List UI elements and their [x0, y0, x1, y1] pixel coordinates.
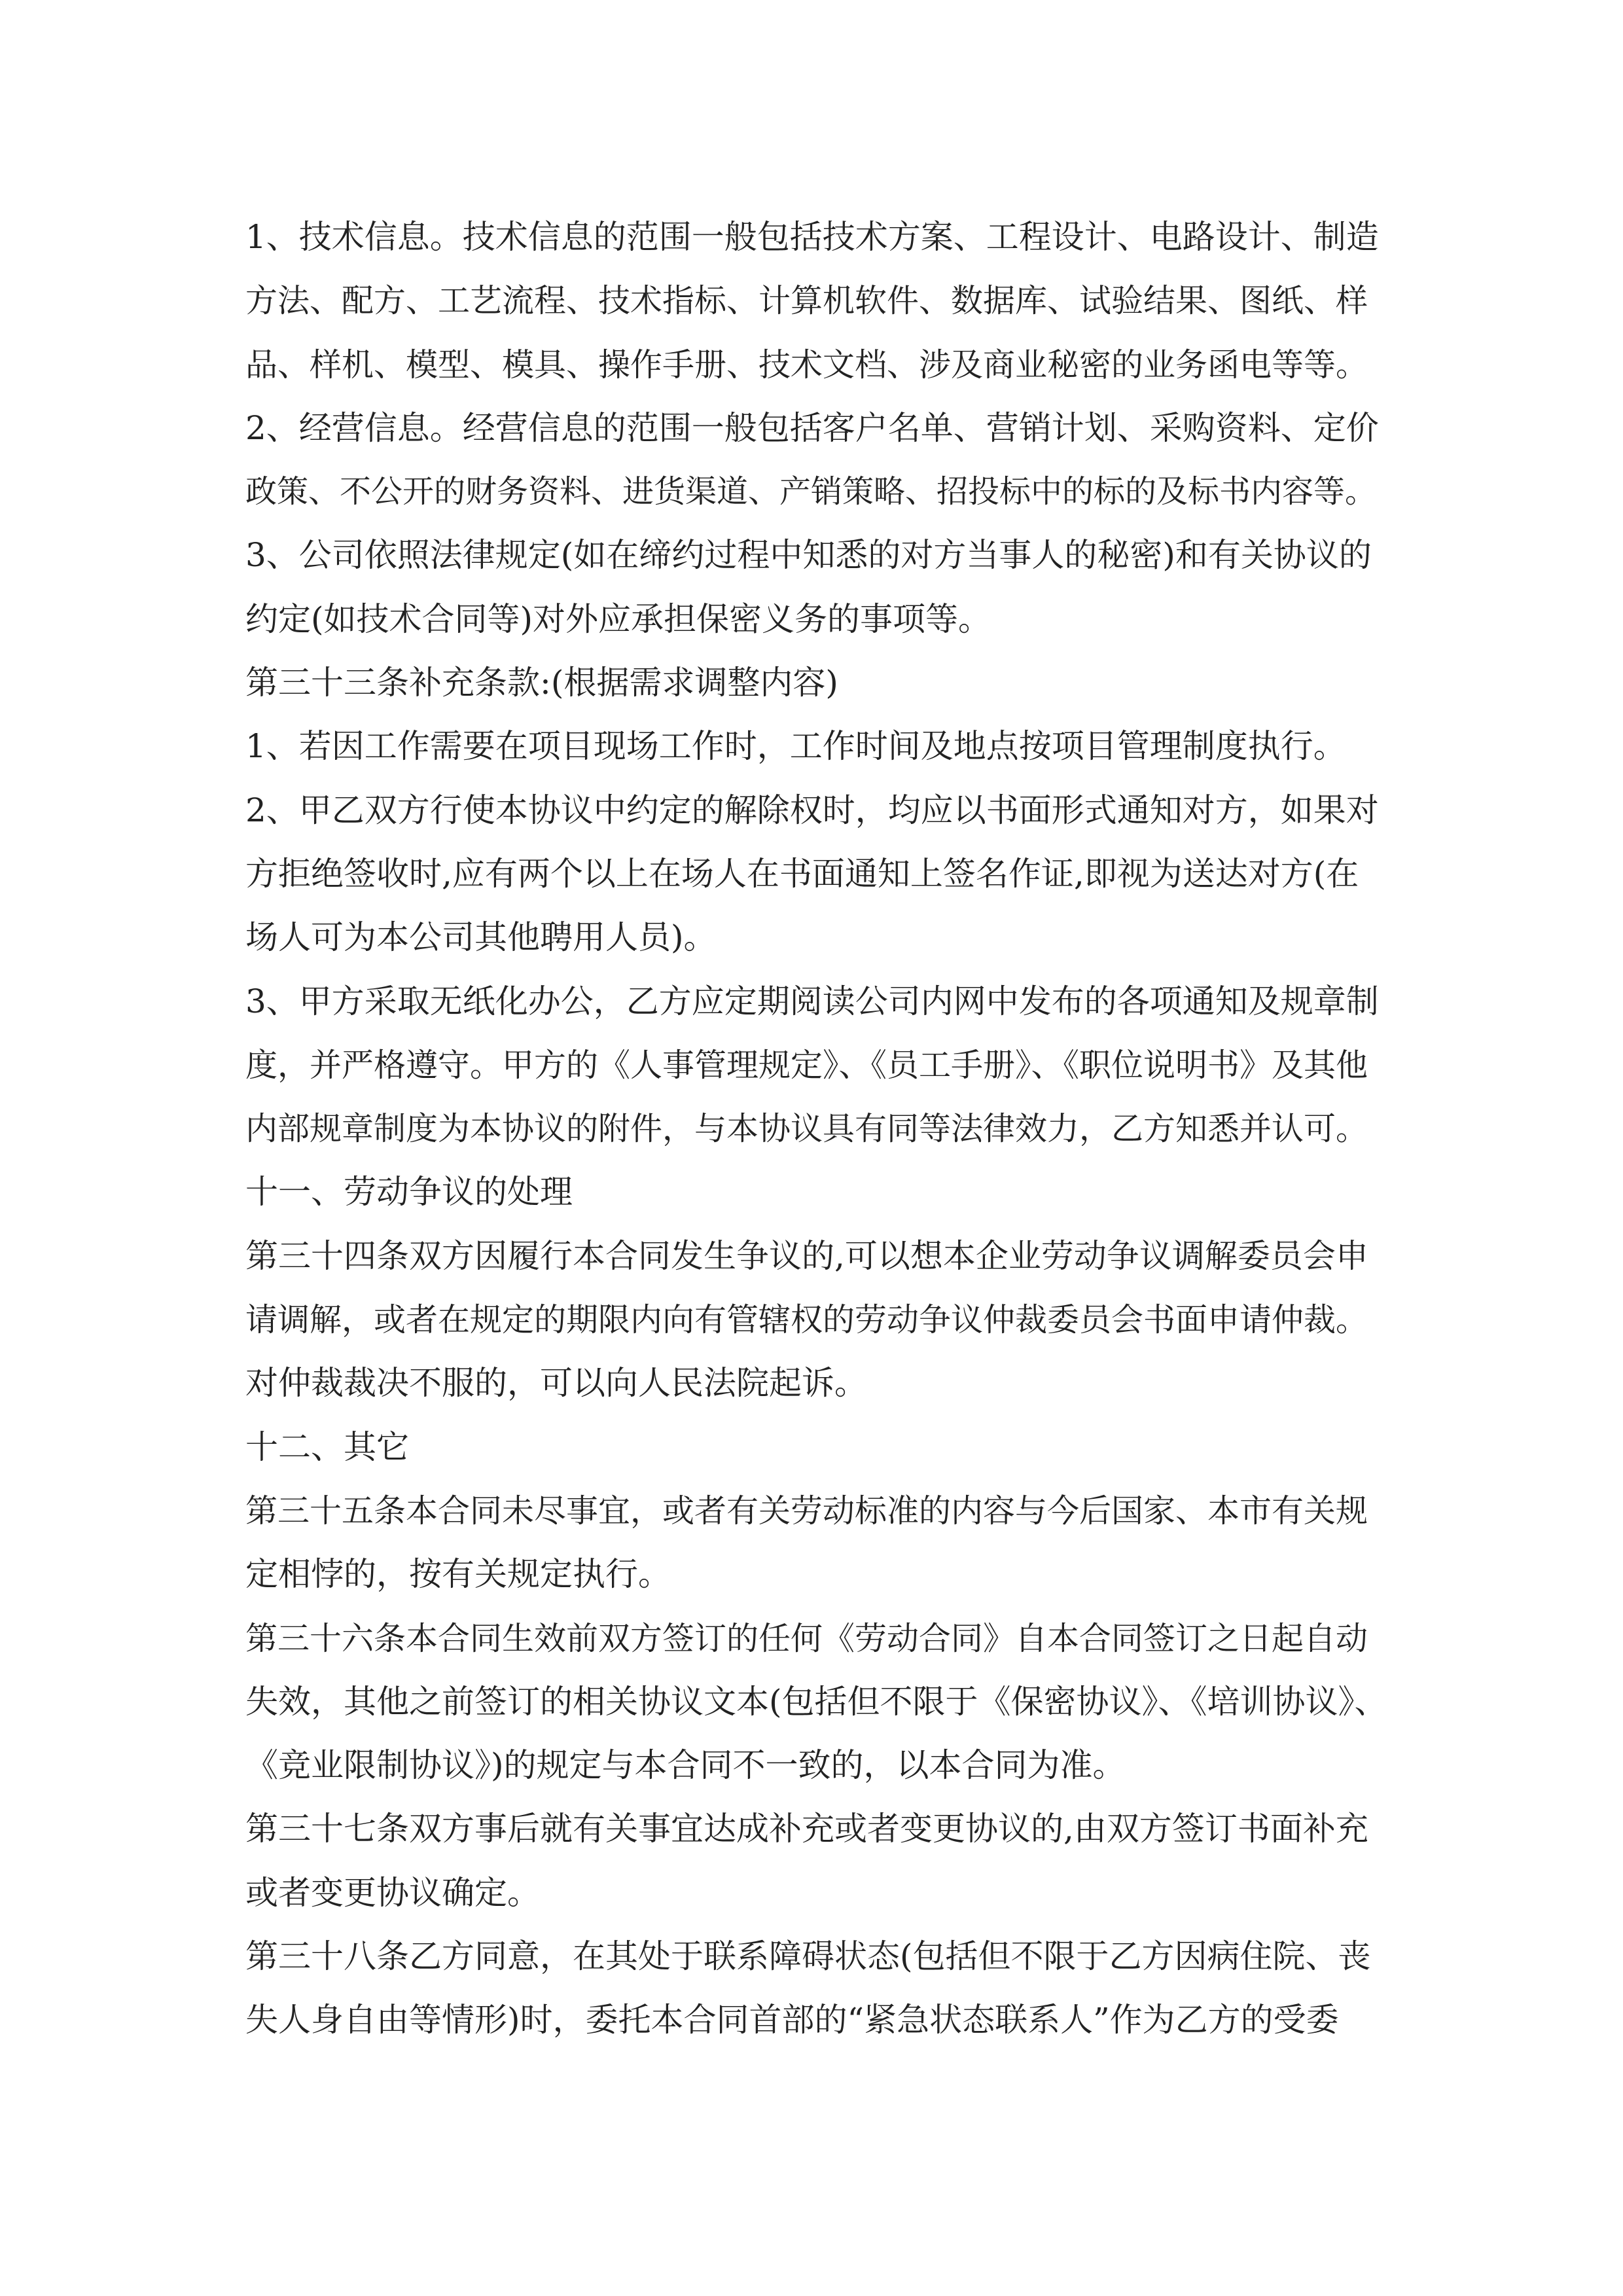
text-line: 政策、不公开的财务资料、进货渠道、产销策略、招投标中的标的及标书内容等。: [245, 473, 1377, 511]
text-line: 定相悖的，按有关规定执行。: [245, 1555, 671, 1594]
text-line: 3、甲方采取无纸化办公，乙方应定期阅读公司内网中发布的各项通知及规章制: [245, 982, 1379, 1020]
text-line: 2、经营信息。经营信息的范围一般包括客户名单、营销计划、采购资料、定价: [245, 408, 1379, 447]
text-line: 第三十四条双方因履行本合同发生争议的,可以想本企业劳动争议调解委员会申: [245, 1236, 1368, 1275]
text-line: 方拒绝签收时,应有两个以上在场人在书面通知上签名作证,即视为送达对方(在: [245, 854, 1359, 893]
text-line: 第三十七条双方事后就有关事宜达成补充或者变更协议的,由双方签订书面补充: [245, 1810, 1368, 1848]
text-line: 内部规章制度为本协议的附件，与本协议具有同等法律效力，乙方知悉并认可。: [245, 1110, 1368, 1148]
text-line: 失人身自由等情形)时，委托本合同首部的“紧急状态联系人”作为乙方的受委: [245, 2001, 1339, 2039]
text-line: 请调解，或者在规定的期限内向有管辖权的劳动争议仲裁委员会书面申请仲裁。: [245, 1301, 1368, 1339]
section-heading: 十二、其它: [245, 1427, 409, 1466]
text-line: 3、公司依照法律规定(如在缔约过程中知悉的对方当事人的秘密)和有关协议的: [245, 536, 1372, 575]
text-line: 场人可为本公司其他聘用人员)。: [245, 918, 717, 957]
document-body: [245, 206, 1387, 2053]
section-heading: 第三十三条补充条款:(根据需求调整内容): [245, 664, 838, 702]
text-line: 第三十六条本合同生效前双方签订的任何《劳动合同》自本合同签订之日起自动: [245, 1619, 1368, 1657]
text-line: 方法、配方、工艺流程、技术指标、计算机软件、数据库、试验结果、图纸、样: [245, 282, 1368, 320]
text-line: 度，并严格遵守。甲方的《人事管理规定》、《员工手册》、《职位说明书》及其他: [245, 1046, 1368, 1084]
section-heading: 十一、劳动争议的处理: [245, 1173, 573, 1211]
text-line: 第三十五条本合同未尽事宜，或者有关劳动标准的内容与今后国家、本市有关规: [245, 1492, 1368, 1530]
text-line: 对仲裁裁决不服的，可以向人民法院起诉。: [245, 1364, 867, 1403]
text-line: 约定(如技术合同等)对外应承担保密义务的事项等。: [245, 600, 991, 638]
text-line: 1、若因工作需要在项目现场工作时，工作时间及地点按项目管理制度执行。: [245, 727, 1346, 766]
text-line: 1、技术信息。技术信息的范围一般包括技术方案、工程设计、电路设计、制造: [245, 218, 1379, 256]
text-line: 第三十八条乙方同意，在其处于联系障碍状态(包括但不限于乙方因病住院、丧: [245, 1937, 1371, 1976]
text-line: 2、甲乙双方行使本协议中约定的解除权时，均应以书面形式通知对方，如果对: [245, 791, 1379, 829]
text-line: 或者变更协议确定。: [245, 1873, 540, 1912]
text-line: 《竞业限制协议》)的规定与本合同不一致的，以本合同为准。: [245, 1746, 1126, 1785]
text-line: 失效，其他之前签订的相关协议文本(包括但不限于《保密协议》、《培训协议》、: [245, 1682, 1387, 1721]
text-line: 品、样机、模型、模具、操作手册、技术文档、涉及商业秘密的业务函电等等。: [245, 346, 1368, 384]
